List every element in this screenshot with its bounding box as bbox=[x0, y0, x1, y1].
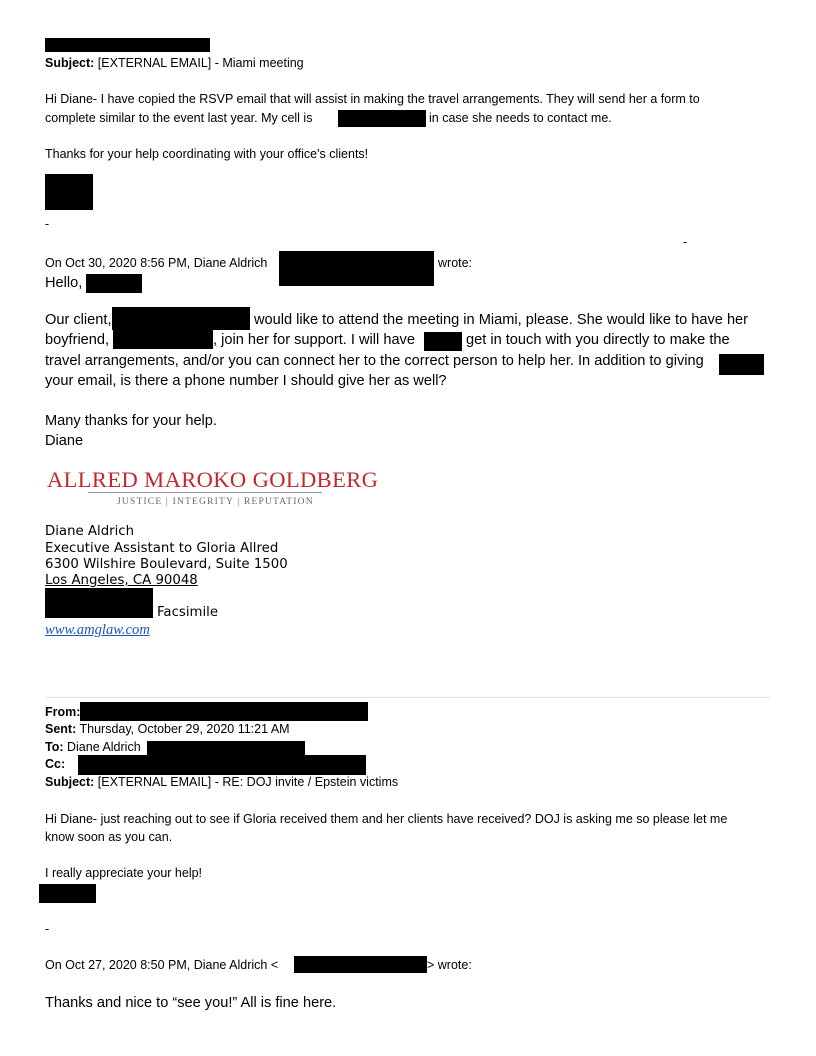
reply-header: On Oct 27, 2020 8:50 PM, Diane Aldrich < bbox=[45, 958, 279, 972]
cc-line bbox=[45, 756, 65, 772]
paragraph-line: , join her for support. I will have bbox=[213, 332, 415, 348]
subject-line bbox=[45, 55, 304, 71]
to-label: To: bbox=[45, 740, 64, 754]
subject-text: [EXTERNAL EMAIL] - Miami meeting bbox=[97, 56, 304, 70]
reply-header: wrote: bbox=[438, 256, 473, 270]
body-line: know soon as you can. bbox=[45, 830, 173, 844]
redacted-boyfriend-name bbox=[113, 330, 213, 349]
separator bbox=[45, 697, 771, 698]
to-line bbox=[45, 739, 141, 755]
firm-logo: ALLRED MAROKO GOLDBERG bbox=[47, 467, 379, 492]
reply-body: Thanks and nice to “see you!” All is fine here. bbox=[45, 995, 337, 1011]
signature-address: Los Angeles, CA 90048 bbox=[45, 573, 198, 588]
to-name: Diane Aldrich bbox=[67, 740, 141, 754]
website-link[interactable]: www.amglaw.com bbox=[45, 622, 150, 638]
redacted-name bbox=[719, 354, 764, 375]
redacted-client-name bbox=[112, 307, 250, 330]
subject-line bbox=[45, 774, 398, 790]
signature-fax: Facsimile bbox=[157, 605, 219, 620]
firm-tagline: JUSTICE | INTEGRITY | REPUTATION bbox=[117, 497, 314, 507]
closing: Many thanks for your help. bbox=[45, 413, 217, 429]
body-line: in case she needs to contact me. bbox=[429, 111, 612, 125]
subject-text: [EXTERNAL EMAIL] - RE: DOJ invite / Epstein victims bbox=[97, 775, 399, 789]
body-line: Thanks for your help coordinating with your office's clients! bbox=[45, 147, 369, 161]
reply-header: On Oct 30, 2020 8:56 PM, Diane Aldrich bbox=[45, 256, 268, 270]
reply-header: > wrote: bbox=[427, 958, 472, 972]
body-line: I really appreciate your help! bbox=[45, 866, 203, 880]
redacted-email bbox=[294, 956, 427, 973]
redacted-name bbox=[86, 274, 142, 293]
signature-title: Executive Assistant to Gloria Allred bbox=[45, 541, 279, 556]
signature-name: Diane Aldrich bbox=[45, 524, 135, 539]
dash: - bbox=[45, 217, 50, 231]
paragraph-line: your email, is there a phone number I should give her as well? bbox=[45, 373, 447, 389]
signoff: Diane bbox=[45, 433, 84, 449]
redacted-phone bbox=[45, 588, 153, 618]
paragraph-line: Our client, bbox=[45, 312, 112, 328]
redacted-to bbox=[147, 741, 305, 755]
signature-address: 6300 Wilshire Boulevard, Suite 1500 bbox=[45, 557, 288, 572]
sent-label: Sent: bbox=[45, 722, 77, 736]
paragraph-line: travel arrangements, and/or you can connect her to the correct person to help her. In addition to giving bbox=[45, 353, 704, 369]
redacted-phone bbox=[338, 110, 426, 127]
redacted-sender bbox=[45, 38, 210, 52]
redacted-name bbox=[424, 332, 462, 351]
redacted-signature bbox=[45, 174, 93, 210]
body-line: Hi Diane- just reaching out to see if Gloria received them and her clients have received? DOJ is asking me so please let me bbox=[45, 812, 728, 826]
redacted-signature bbox=[39, 884, 96, 903]
from-label: From: bbox=[45, 705, 81, 719]
paragraph-line: boyfriend, bbox=[45, 332, 110, 348]
paragraph-line: get in touch with you directly to make the bbox=[466, 332, 730, 348]
greeting: Hello, bbox=[45, 275, 83, 291]
logo-divider bbox=[88, 492, 322, 493]
paragraph-line: would like to attend the meeting in Miami, please. She would like to have her bbox=[254, 312, 749, 328]
redacted-from bbox=[80, 702, 368, 721]
dash: - bbox=[45, 922, 50, 936]
redacted-email bbox=[279, 251, 434, 286]
sent-line bbox=[45, 721, 290, 737]
body-line: Hi Diane- I have copied the RSVP email that will assist in making the travel arrangements. They will send her a form to bbox=[45, 92, 700, 106]
cc-label: Cc: bbox=[45, 757, 66, 771]
body-line: complete similar to the event last year. My cell is bbox=[45, 111, 313, 125]
from-line bbox=[45, 704, 80, 720]
dash: - bbox=[683, 235, 688, 249]
redacted-cc bbox=[78, 755, 366, 775]
subject-label: Subject: bbox=[45, 56, 95, 70]
sent-date: Thursday, October 29, 2020 11:21 AM bbox=[79, 722, 290, 736]
subject-label: Subject: bbox=[45, 775, 95, 789]
